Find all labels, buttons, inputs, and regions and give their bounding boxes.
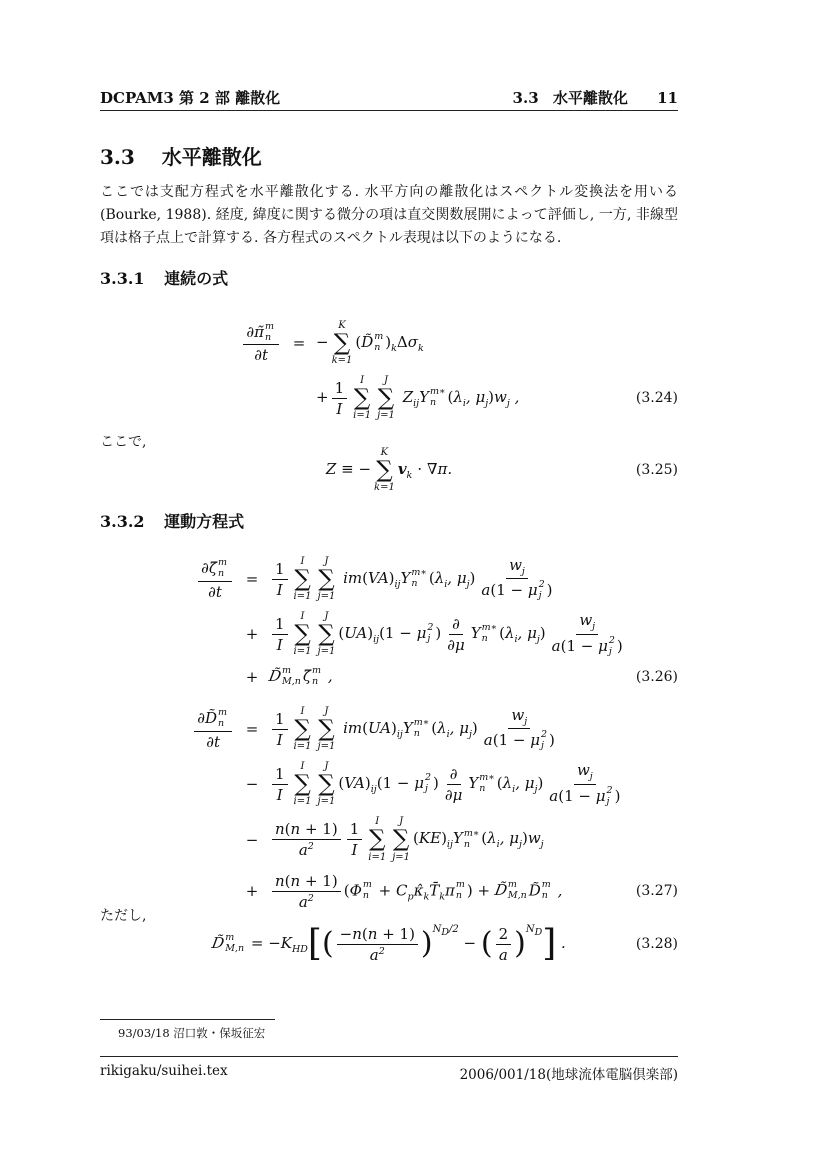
- equation-number: (3.27): [635, 883, 678, 900]
- equation-operator: +: [245, 882, 259, 901]
- equation-lhs: ∂ζ̃ m n ∂t: [100, 558, 235, 601]
- equation-3-24: [100, 320, 678, 430]
- footnote-text: 93/03/18 沼口敦・保坂征宏: [118, 1026, 266, 1040]
- equation-rhs: $\frac{1}{I}$ I ∑ i=1 J ∑ j=1 $(UA)_{ij}(1 - \mu$ 2 j ) ∂ ∂μ Y m∗ n ($\lambda_i$, $\mu_j$) $w_j$ a(1 − μ 2 j ): [269, 611, 678, 657]
- equation-row: [100, 924, 678, 964]
- page-header: [100, 87, 678, 108]
- subsection-number: 3.3.1: [100, 269, 145, 288]
- header-section-title: 水平離散化: [552, 89, 628, 107]
- connective-tadashi: ただし,: [100, 908, 147, 924]
- page-content: [100, 0, 678, 1169]
- equation-rhs: + $\frac{1}{I}$ I ∑ i=1 J ∑ j=1 $Z_{ij}Y$ m∗ n ($\lambda_i$, $\mu_j)w_j$ ,: [316, 375, 520, 422]
- equation-row: [100, 816, 678, 862]
- subsection-heading-3-3-1: [100, 266, 678, 289]
- section-title: 水平離散化: [161, 145, 262, 169]
- equation-lhs: ∂π̃ m n ∂t: [100, 322, 282, 365]
- header-section-number: 3.3: [512, 89, 539, 107]
- header-page-number: 11: [657, 89, 678, 107]
- equation-3-28: [100, 924, 678, 973]
- footnote-rule: [100, 1019, 275, 1020]
- header-rule: [100, 110, 678, 111]
- equation-operator: =: [245, 570, 259, 589]
- subsection-title: 連続の式: [164, 269, 229, 288]
- equation-rhs: − K ∑ k=1 (D̃ m n )$_k\Delta\sigma_k$: [316, 320, 424, 367]
- page-footer: [100, 1063, 678, 1083]
- equation-number: (3.24): [635, 390, 678, 407]
- equation-operator: +: [245, 625, 259, 644]
- equation-number: (3.26): [635, 669, 678, 686]
- equation-operator: =: [245, 720, 259, 739]
- equation-number: (3.28): [635, 935, 678, 952]
- equation-row: [100, 556, 678, 602]
- equation-row: [100, 447, 678, 493]
- subsection-number: 3.3.2: [100, 512, 145, 531]
- equation-row: [100, 611, 678, 657]
- equation-rhs: $\frac{n(n + 1)}{a^2}$ (Φ m n + $C_p\kappâ_kT̄_k\pi$ m n ) + D̃ m M,n D̃ m n ,: [269, 872, 678, 911]
- footer-date-credit: 2006/001/18(地球流体電脳倶楽部): [459, 1067, 678, 1083]
- section-number: 3.3: [100, 145, 135, 169]
- subsection-heading-3-3-2: [100, 509, 678, 532]
- equation-row: [100, 320, 678, 366]
- header-right: [513, 87, 678, 108]
- equation-rhs: $\frac{n(n + 1)}{a^2}$ $\frac{1}{I}$ I ∑ i=1 J ∑ j=1 $(KE)_{ij}Y$ m∗ n ($\lambda_i$, $\mu_j)w_j$: [269, 816, 678, 862]
- equation-rhs: D̃ m M,n ζ̃ m n ,: [267, 665, 333, 688]
- equation-3-26: [100, 556, 678, 697]
- equation-operator: −: [245, 830, 259, 849]
- connective-kokode: ここで,: [100, 434, 147, 450]
- header-left-title: DCPAM3 第 2 部 離散化: [100, 89, 281, 107]
- equation-rhs: $\frac{1}{I}$ I ∑ i=1 J ∑ j=1 $im(VA)_{ij}Y$ m∗ n ($\lambda_i$, $\mu_j$) $w_j$ a(1 − μ 2 j ): [269, 556, 678, 602]
- equation-row: [100, 375, 678, 421]
- subsection-title: 運動方程式: [164, 512, 245, 531]
- equation-lhs: ∂D̃ m n ∂t: [100, 708, 235, 751]
- equation-row: [100, 761, 678, 807]
- equation-row: [100, 666, 678, 688]
- equation-operator: =: [292, 334, 306, 353]
- footer-source-file: rikigaku/suihei.tex: [100, 1063, 228, 1079]
- equation-number: (3.25): [635, 462, 678, 479]
- equation-body: Z ≡ − K ∑ k=1 $v_k \cdot \nabla\pi$.: [325, 447, 453, 494]
- equation-3-25: [100, 447, 678, 502]
- footer-rule: [100, 1056, 678, 1057]
- equation-body: D̃ m M,n = $-K_{HD}$[( $\frac{-n(n + 1)}{a^2}$ )$^{N_D/2}$ − ( $\frac{2}{a}$ )$^{N_D}$] .: [210, 923, 566, 964]
- equation-3-27: [100, 706, 678, 920]
- equation-rhs: $\frac{1}{I}$ I ∑ i=1 J ∑ j=1 $im(UA)_{ij}Y$ m∗ n ($\lambda_i$, $\mu_j$) $w_j$ a(1 − μ 2 j ): [269, 706, 678, 752]
- intro-paragraph: ここでは支配方程式を水平離散化する. 水平方向の離散化はスペクトル変換法を用いる (Bourke, 1988). 経度, 緯度に関する微分の項は直交関数展開によって評価し, 一方, 非線型項は格子点上で計算する. 各方程式のスペクトル表現は以下のようになる.: [100, 184, 678, 246]
- equation-row: [100, 706, 678, 752]
- equation-operator: −: [245, 775, 259, 794]
- equation-rhs: $\frac{1}{I}$ I ∑ i=1 J ∑ j=1 $(VA)_{ij}(1 - \mu$ 2 j ) ∂ ∂μ Y m∗ n ($\lambda_i$, $\mu_j$) $w_j$ a(1 − μ 2 j ): [269, 761, 678, 807]
- section-heading: [100, 141, 678, 170]
- equation-operator: +: [245, 668, 259, 687]
